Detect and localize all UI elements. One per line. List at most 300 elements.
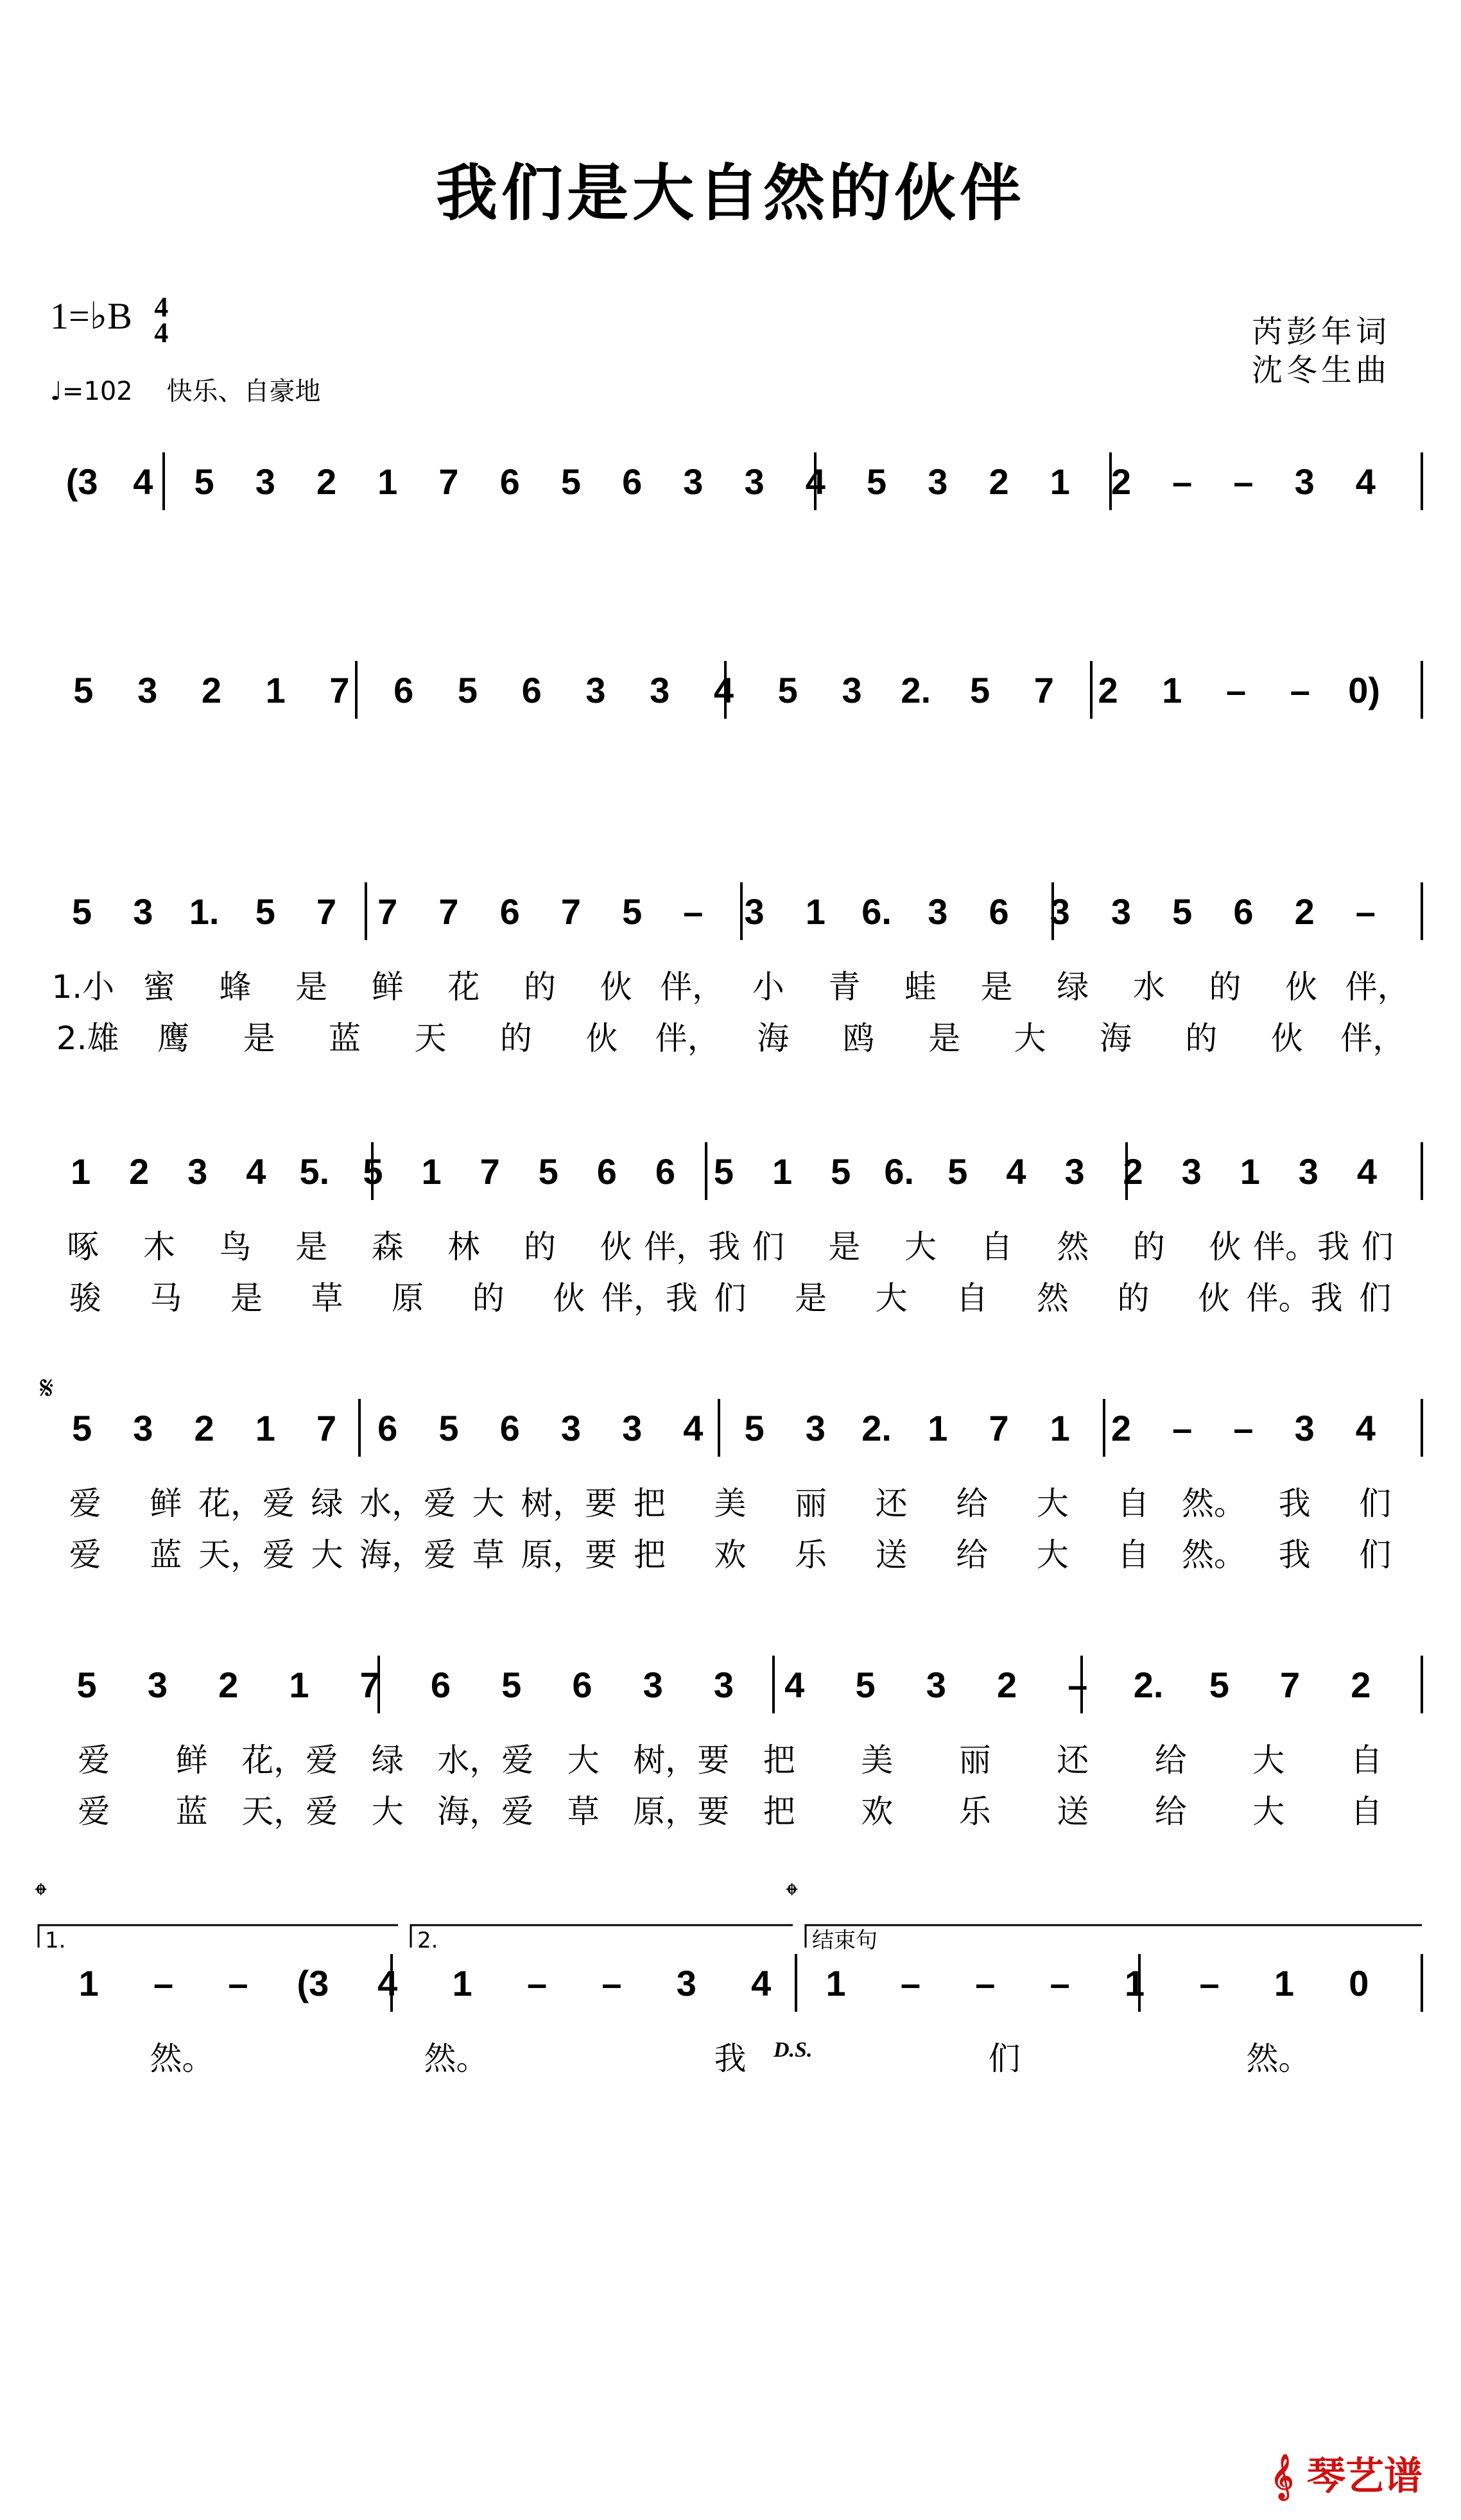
lyric-syllable: 海 [757,1020,790,1057]
lyric-syllable: 的 [1132,1228,1165,1265]
note: 1 [452,1963,472,2003]
lyric-syllable: 森 [371,1228,404,1265]
score-row [77,1656,1422,1830]
lyric-syllable: 自 [1350,1793,1383,1830]
note: 5 [363,1151,383,1192]
note: 5 [501,1665,522,1705]
note: – [1050,1963,1070,2003]
lyric-syllable: 给 [1154,1793,1187,1830]
lyric-syllable: 花，爱 [198,1485,295,1522]
note: 3 [805,1408,826,1448]
note: 1 [265,670,286,710]
note: 6 [499,461,520,502]
lyric-syllable: 大 [311,1536,343,1573]
lyric-syllable: 鲜 [371,968,404,1006]
note: 6 [989,891,1009,932]
note: 3 [926,1665,946,1705]
logo-icon: 𝄞 [1270,2454,1294,2499]
note: 1 [70,1151,91,1192]
note: 6 [377,1408,398,1448]
note: 3 [842,670,862,710]
lyric-syllable: 花 [447,968,480,1006]
note: – [975,1963,996,2003]
lyric-syllable: 自 [1117,1536,1150,1573]
note: 1 [1125,1963,1145,2003]
tempo-mark: ♩=102 [50,377,133,406]
lyric-syllable: 自 [1350,1742,1383,1779]
note: 3 [622,1408,643,1448]
lyric-syllable: 们 [988,2040,1021,2077]
lyric-syllable: 林 [447,1228,480,1265]
lyric-syllable: 伙 [1209,1228,1241,1265]
lyric-syllable: 爱 [78,1793,110,1830]
lyric-syllable: 然。 [1182,1485,1247,1522]
lyric-syllable: 大 [567,1742,600,1779]
note: 3 [137,670,158,710]
note: 4 [751,1963,772,2003]
lyric-syllable: 花，爱 [241,1742,338,1779]
lyric-syllable: 然。 [1246,2040,1311,2077]
note: 3 [676,1963,696,2003]
note: 7 [438,891,459,932]
note: – [1233,461,1254,502]
note: 5 [969,670,990,710]
note: 3 [928,461,948,502]
lyric-syllable: 自 [956,1280,989,1317]
note: 3 [255,461,275,502]
lyric-syllable: 们 [1361,1228,1394,1265]
note: 5 [72,1408,92,1448]
note: 3 [1298,1151,1318,1192]
note: – [1172,1408,1193,1448]
lyric-syllable: 然 [1057,1228,1089,1265]
note: 4 [805,461,826,502]
lyric-syllable: 鲜 [175,1742,208,1779]
lyric-syllable: 伴，我 [644,1228,741,1265]
lyric-syllable: 天 [414,1020,447,1057]
note: 3 [744,891,765,932]
score-row [51,882,1422,1057]
note: 4 [683,1408,704,1448]
lyric-syllable: 伴， [1345,968,1410,1006]
note: 1 [1162,670,1182,710]
lyric-syllable: 1.小 [51,968,115,1006]
note: 5 [457,670,478,710]
lyric-syllable: 大 [1036,1536,1069,1573]
note: 4 [133,461,153,502]
note: 7 [377,891,398,932]
lyric-syllable: 木 [143,1228,175,1265]
site-logo [1271,2446,1422,2501]
lyric-syllable: 丽 [958,1742,991,1779]
lyric-syllable: 草 [567,1793,600,1830]
note: 1 [826,1963,846,2003]
note: – [1290,670,1310,710]
lyric-syllable: 自 [980,1228,1013,1265]
note: 5. [299,1151,330,1192]
note: 2 [129,1151,150,1192]
note: 5 [866,461,887,502]
note: 2 [201,670,221,710]
lyric-syllable: 鲜 [150,1485,182,1522]
note: – [526,1963,548,2003]
lyric-syllable: 美 [714,1485,747,1522]
note: 0 [1349,1963,1369,2003]
lyric-syllable: 伙 [1198,1280,1231,1317]
composer: 沈冬生曲 [1251,352,1390,388]
note: – [1233,1408,1254,1448]
score-row [73,661,1422,719]
time-top: 4 [154,291,169,323]
note: 3 [147,1665,168,1705]
note: 5 [538,1151,558,1192]
lyric-syllable: 是 [828,1228,861,1265]
lyric-syllable: 伴， [1340,1020,1405,1057]
lyric-syllable: 原 [392,1280,424,1317]
lyric-syllable: 我 [1278,1485,1311,1522]
lyric-syllable: 乐 [958,1793,991,1830]
note: 5 [855,1665,876,1705]
lyric-syllable: 伙 [1270,1020,1303,1057]
lyric-syllable: 的 [472,1280,505,1317]
lyric-syllable: 鹰 [157,1020,190,1057]
note: 5 [76,1665,97,1705]
lyric-syllable: 爱 [69,1536,101,1573]
note: 3 [560,1408,582,1448]
lyric-syllable: 还 [875,1485,908,1522]
note: 3 [683,461,704,502]
note: 2 [1111,461,1132,502]
coda-sign: 𝄌 [35,1876,47,1914]
lyric-syllable: 们 [1359,1536,1392,1573]
key-label: 1=♭B [50,295,132,337]
note: 3 [1294,461,1315,502]
lyric-syllable: 海 [1099,1020,1132,1057]
lyric-syllable: 海，爱 [437,1793,534,1830]
lyric-syllable: 给 [1154,1742,1187,1779]
note: 4 [1355,1408,1376,1448]
lyric-syllable: 大 [472,1485,505,1522]
lyric-syllable: 大 [371,1793,404,1830]
note: – [153,1963,174,2003]
note: 4 [246,1151,266,1192]
note: 1 [1050,461,1070,502]
note: 5 [73,670,94,710]
lyric-syllable: 送 [875,1536,908,1573]
lyric-syllable: 大 [1252,1742,1285,1779]
note: 5 [255,891,275,932]
note: 7 [359,1665,380,1705]
note: 1 [805,891,826,932]
lyric-syllable: 我 [714,2040,747,2077]
lyric-syllable: 蛙 [904,968,937,1006]
lyric-syllable: 的 [499,1020,532,1057]
note: – [900,1963,921,2003]
lyric-syllable: 伴，我 [601,1280,698,1317]
note: 6. [861,891,892,932]
lyric-syllable: 然 [1036,1280,1069,1317]
lyric-syllable: 爱 [78,1742,110,1779]
lyric-syllable: 给 [956,1536,989,1573]
note: 5 [72,891,92,932]
note: 3 [1050,891,1070,932]
mood-text: 快乐、自豪地 [166,377,321,406]
note: 5 [560,461,582,502]
note: 2 [218,1665,239,1705]
lyric-syllable: 把 [763,1742,795,1779]
note: 7 [560,891,582,932]
note: 3 [928,891,948,932]
note: 5 [622,891,643,932]
note: 3 [643,1665,663,1705]
note: 1. [189,891,220,932]
note: – [1199,1963,1220,2003]
lyric-syllable: 伴， [655,1020,720,1057]
note: 2 [1123,1151,1143,1192]
note: 2 [996,1665,1017,1705]
lyric-syllable: 们 [1359,1485,1392,1522]
note: 1 [1050,1408,1070,1448]
lyric-syllable: 伙 [600,968,632,1006]
logo-text: 琴艺谱 [1307,2454,1422,2499]
note: – [228,1963,248,2003]
lyric-syllable: 伙 [600,1228,632,1265]
note: 1 [928,1408,948,1448]
note: (3 [65,461,98,502]
lyric-syllable: 青 [828,968,861,1006]
note: 3 [1111,891,1132,932]
lyric-syllable: 我 [1278,1536,1311,1573]
lyric-syllable: 天，爱 [198,1536,295,1573]
note: 6 [499,1408,520,1448]
note: 2 [1098,670,1118,710]
note: 7 [989,1408,1009,1448]
lyric-syllable: 蓝 [329,1020,361,1057]
note: 1 [421,1151,442,1192]
lyric-syllable: 们 [1359,1280,1392,1317]
volta-bracket [411,1925,793,1948]
lyric-syllable: 的 [1209,968,1241,1006]
lyric-syllable: 们 [714,1280,747,1317]
note: – [1172,461,1193,502]
lyric-syllable: 是 [980,968,1013,1006]
lyric-syllable: 然。 [150,2040,214,2077]
lyric-syllable: 爱 [69,1485,101,1522]
lyric-syllable: 绿 [371,1742,404,1779]
lyric-syllable: 蓝 [175,1793,208,1830]
lyric-syllable: 小 [752,968,784,1006]
note: 7 [316,891,337,932]
note: 1 [1274,1963,1294,2003]
ds-marking: D.S. [774,2038,813,2062]
note: 4 [784,1665,805,1705]
segno-sign: 𝄋 [40,1369,54,1407]
score-row [69,1399,1422,1573]
volta-bracket [39,1925,398,1948]
lyric-syllable: 把 [633,1485,666,1522]
lyric-syllable: 伙 [585,1020,618,1057]
note: 6 [655,1151,675,1192]
note: 1 [255,1408,275,1448]
lyric-syllable: 天，爱 [241,1793,338,1830]
lyric-syllable: 是 [230,1280,263,1317]
note: 5 [744,1408,765,1448]
lyric-syllable: 欢 [861,1793,894,1830]
note: 5 [947,1151,968,1192]
note: 1 [377,461,398,502]
lyric-syllable: 海，爱 [359,1536,456,1573]
note: 3 [133,1408,153,1448]
note: 3 [1181,1151,1202,1192]
lyric-syllable: 绿 [1057,968,1089,1006]
note: 6 [572,1665,592,1705]
note: 6 [622,461,643,502]
page-title: 我们是大自然的伙伴 [436,157,1025,229]
lyric-syllable: 送 [1057,1793,1089,1830]
lyric-syllable: 原，要 [521,1536,618,1573]
note: – [1355,891,1376,932]
note: 6. [884,1151,915,1192]
lyric-syllable: 伴。我 [1246,1280,1343,1317]
note: 2. [1133,1665,1164,1705]
lyric-syllable: 骏 [69,1280,101,1317]
lyric-syllable: 马 [150,1280,182,1317]
time-bottom: 4 [154,316,169,348]
note: 0) [1348,670,1381,710]
note: 5 [831,1151,851,1192]
note: 3 [650,670,670,710]
lyric-syllable: 的 [1185,1020,1218,1057]
note: 4 [1356,1151,1378,1192]
lyric-syllable: 美 [861,1742,894,1779]
note: – [1068,1665,1088,1705]
note: 6 [1233,891,1254,932]
note: 7 [316,1408,337,1448]
note: 4 [1006,1151,1026,1192]
lyric-syllable: 把 [763,1793,795,1830]
lyric-syllable: 然。 [424,2040,488,2077]
lyric-syllable: 蜂 [219,968,252,1006]
note: 1 [1240,1151,1260,1192]
note: 2 [316,461,337,502]
note: 2 [1294,891,1315,932]
lyric-syllable: 树，要 [521,1485,618,1522]
lyric-syllable: 水，爱 [437,1742,534,1779]
note: 3 [1064,1151,1085,1192]
ending-1-label: 1. [45,1928,66,1953]
note: 3 [713,1665,734,1705]
note: 7 [1280,1665,1301,1705]
lyric-syllable: 伙 [1285,968,1318,1006]
note: 7 [438,461,459,502]
lyric-syllable: 鸟 [219,1228,252,1265]
outro-label: 结束句 [812,1928,877,1953]
lyric-syllable: 大 [875,1280,908,1317]
lyric-syllable: 水，爱 [359,1485,456,1522]
note: 2 [194,1408,214,1448]
lyric-syllable: 给 [956,1485,989,1522]
lyric-syllable: 是 [795,1280,827,1317]
lyric-syllable: 还 [1057,1742,1089,1779]
note: 4 [1355,461,1376,502]
lyric-syllable: 鸥 [842,1020,875,1057]
note: 5 [1172,891,1193,932]
note: 3 [1294,1408,1315,1448]
note: 4 [377,1963,398,2003]
lyric-syllable: 乐 [795,1536,827,1573]
note: 6 [499,891,520,932]
lyric-syllable: 欢 [714,1536,747,1573]
lyric-syllable: 大 [904,1228,937,1265]
note: – [1226,670,1247,710]
lyric-syllable: 自 [1117,1485,1150,1522]
lyric-syllable: 是 [295,968,328,1006]
lyric-syllable: 大 [1014,1020,1046,1057]
lyric-syllable: 水 [1132,968,1165,1006]
lyric-syllable: 的 [523,1228,556,1265]
lyric-syllable: 啄 [67,1228,99,1265]
note: 5 [777,670,798,710]
lyric-syllable: 丽 [795,1485,827,1522]
lyric-syllable: 2.雄 [56,1020,119,1057]
lyric-syllable: 的 [523,968,556,1006]
note: 6 [521,670,542,710]
note: 6 [393,670,414,710]
lyric-syllable: 伙 [553,1280,585,1317]
note: 3 [744,461,765,502]
lyric-syllable: 是 [295,1228,328,1265]
ending-2-label: 2. [417,1928,438,1953]
volta-bracket [806,1925,1422,1948]
note: 2. [901,670,931,710]
note: 3 [585,670,606,710]
score-row [66,452,1422,510]
note: 2 [1351,1665,1371,1705]
lyric-syllable: 绿 [311,1485,343,1522]
note: 5 [194,461,214,502]
lyric-syllable: 是 [928,1020,961,1057]
note: – [601,1963,622,2003]
lyricist: 芮彭年词 [1251,314,1390,350]
note: 1 [78,1963,99,2003]
score-row [79,1954,1422,2077]
lyric-syllable: 们 [752,1228,784,1265]
score-row [67,1142,1422,1317]
lyric-syllable: 原，要 [633,1793,730,1830]
note: 5 [438,1408,459,1448]
lyric-syllable: 伴。我 [1253,1228,1350,1265]
coda-sign: 𝄌 [786,1876,798,1914]
note: 6 [430,1665,451,1705]
note: 7 [329,670,350,710]
note: 4 [713,670,734,710]
lyric-syllable: 蜜 [143,968,175,1006]
note: 1 [772,1151,793,1192]
note: 7 [1033,670,1054,710]
lyric-syllable: 树，要 [633,1742,730,1779]
note: – [683,891,704,932]
note: 5 [713,1151,734,1192]
note: 3 [133,891,153,932]
lyric-syllable: 把 [633,1536,666,1573]
lyric-syllable: 然。 [1182,1536,1247,1573]
lyric-syllable: 草 [311,1280,343,1317]
note: 2 [989,461,1009,502]
lyric-syllable: 大 [1036,1485,1069,1522]
lyric-syllable: 的 [1117,1280,1150,1317]
note: 2. [861,1408,892,1448]
lyric-syllable: 是 [243,1020,275,1057]
